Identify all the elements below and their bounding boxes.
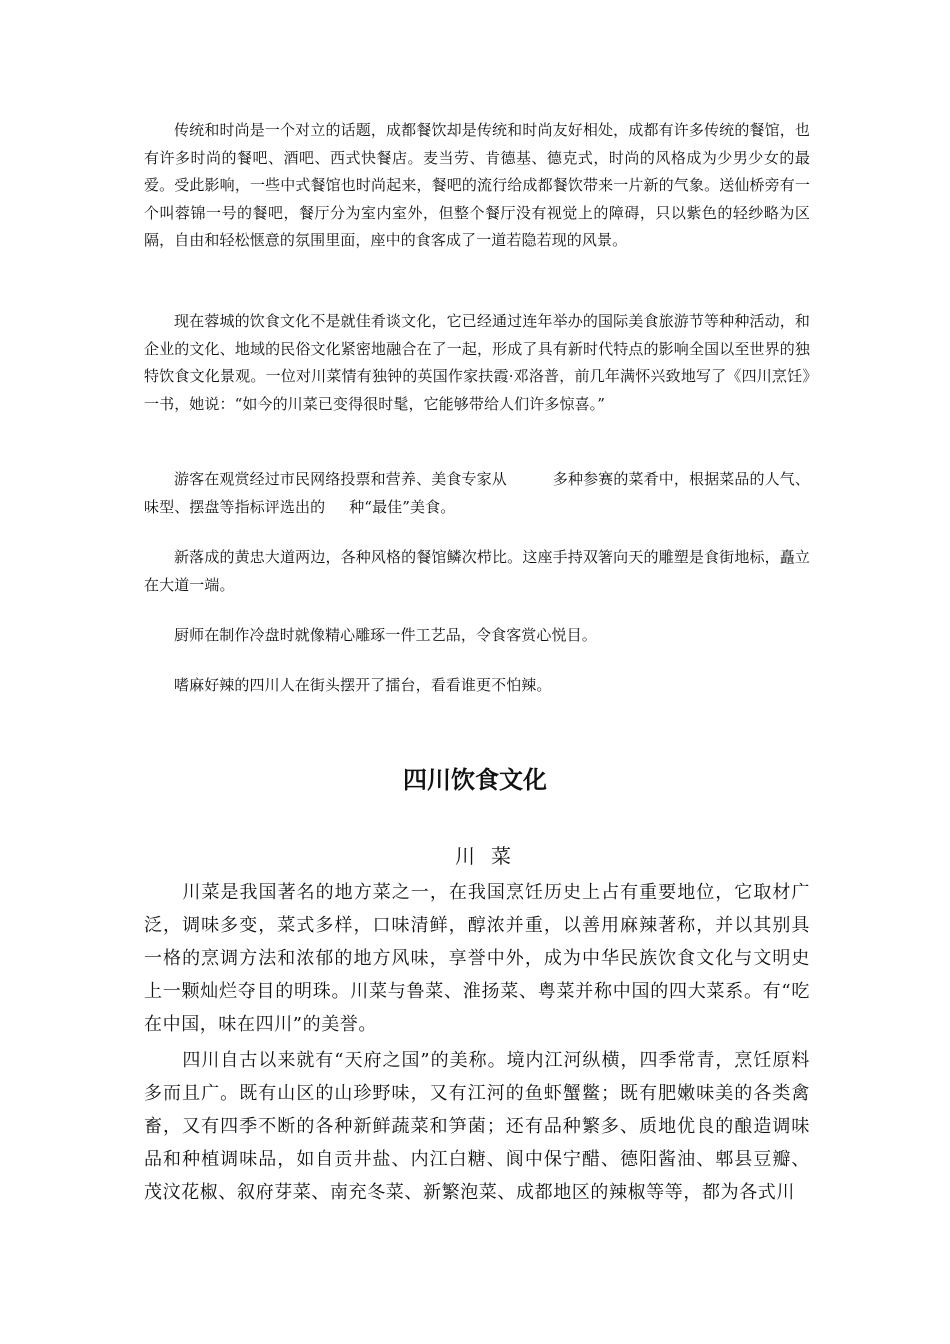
paragraph-food-culture: [144, 308, 810, 418]
section-subtitle: 川菜: [455, 844, 527, 868]
paragraph-traditional-and-fashion: [144, 117, 810, 255]
paragraph-text: 现在蓉城的饮食文化不是就佳肴谈文化，它已经通过连年举办的国际美食旅游节等种种活动，和企业的文化、地域的民俗文化紧密地融合在了一起，形成了具有新时代特点的影响全国以至世界的独特饮食文化景观。一位对川菜情有独钟的英国作家扶霞·邓洛普，前几年满怀兴致地写了《四川烹饪》一书，她说：“如今的川菜已变得很时髦，它能够带给人们许多惊喜。”: [144, 312, 810, 413]
paragraph-text: 多种参赛的菜肴中，根据菜品的人气、味型、摆盘等指标评选出的: [144, 470, 811, 516]
section-title: 四川饮食文化: [403, 766, 547, 794]
paragraph-spicy-contest: [144, 672, 810, 700]
paragraph-text: 嗜麻好辣的四川人在街头摆开了擂台，看看谁更不怕辣。: [174, 676, 552, 694]
paragraph-huangzhong-avenue: [144, 544, 810, 599]
paragraph-text: 种“最佳”美食。: [349, 497, 456, 516]
paragraph-tourists: [144, 466, 810, 521]
paragraph-chef-cold-dish: [144, 622, 810, 650]
paragraph-text: 游客在观赏经过市民网络投票和营养、美食专家从: [174, 470, 507, 488]
paragraph-text: 传统和时尚是一个对立的话题，成都餐饮却是传统和时尚友好相处，成都有许多传统的餐馆，也有许多时尚的餐吧、酒吧、西式快餐店。麦当劳、肯德基、德克式，时尚的风格成为少男少女的最爱。受此影响，一些中式餐馆也时尚起来，餐吧的流行给成都餐饮带来一片新的气象。送仙桥旁有一个叫蓉锦一号的餐吧，餐厅分为室内室外，但整个餐厅没有视觉上的障碍，只以紫色的轻纱略为区隔，自由和轻松惬意的氛围里面，座中的食客成了一道若隐若现的风景。: [144, 121, 810, 249]
paragraph-text: 川菜是我国著名的地方菜之一，在我国烹饪历史上占有重要地位，它取材广泛，调味多变，菜式多样，口味清鲜，醇浓并重，以善用麻辣著称，并以其别具一格的烹调方法和浓郁的地方风味，享誉中外，成为中华民族饮食文化与文明史上一颗灿烂夺目的明珠。川菜与鲁菜、淮扬菜、粤菜并称中国的四大菜系。有“吃在中国，味在四川”的美誉。: [144, 882, 810, 1035]
paragraph-text: 四川自古以来就有“天府之国”的美称。境内江河纵横，四季常青，烹饪原料多而且广。既有山区的山珍野味，又有江河的鱼虾蟹鳖；既有肥嫩味美的各类禽畜，又有四季不断的各种新鲜蔬菜和笋菌；还有品种繁多、质地优良的酿造调味品和种植调味品，如自贡井盐、内江白糖、阆中保宁醋、德阳酱油、郫县豆瓣、茂汶花椒、叙府芽菜、南充冬菜、新繁泡菜、成都地区的辣椒等等，都为各式川: [144, 1050, 810, 1203]
paragraph-sichuan-cuisine-intro: [144, 876, 810, 1041]
paragraph-text: 厨师在制作冷盘时就像精心雕琢一件工艺品，令食客赏心悦目。: [174, 626, 597, 644]
paragraph-land-of-abundance: [144, 1044, 810, 1209]
paragraph-text: 新落成的黄忠大道两边，各种风格的餐馆鳞次栉比。这座手持双箸向天的雕塑是食街地标，矗立在大道一端。: [144, 548, 810, 594]
